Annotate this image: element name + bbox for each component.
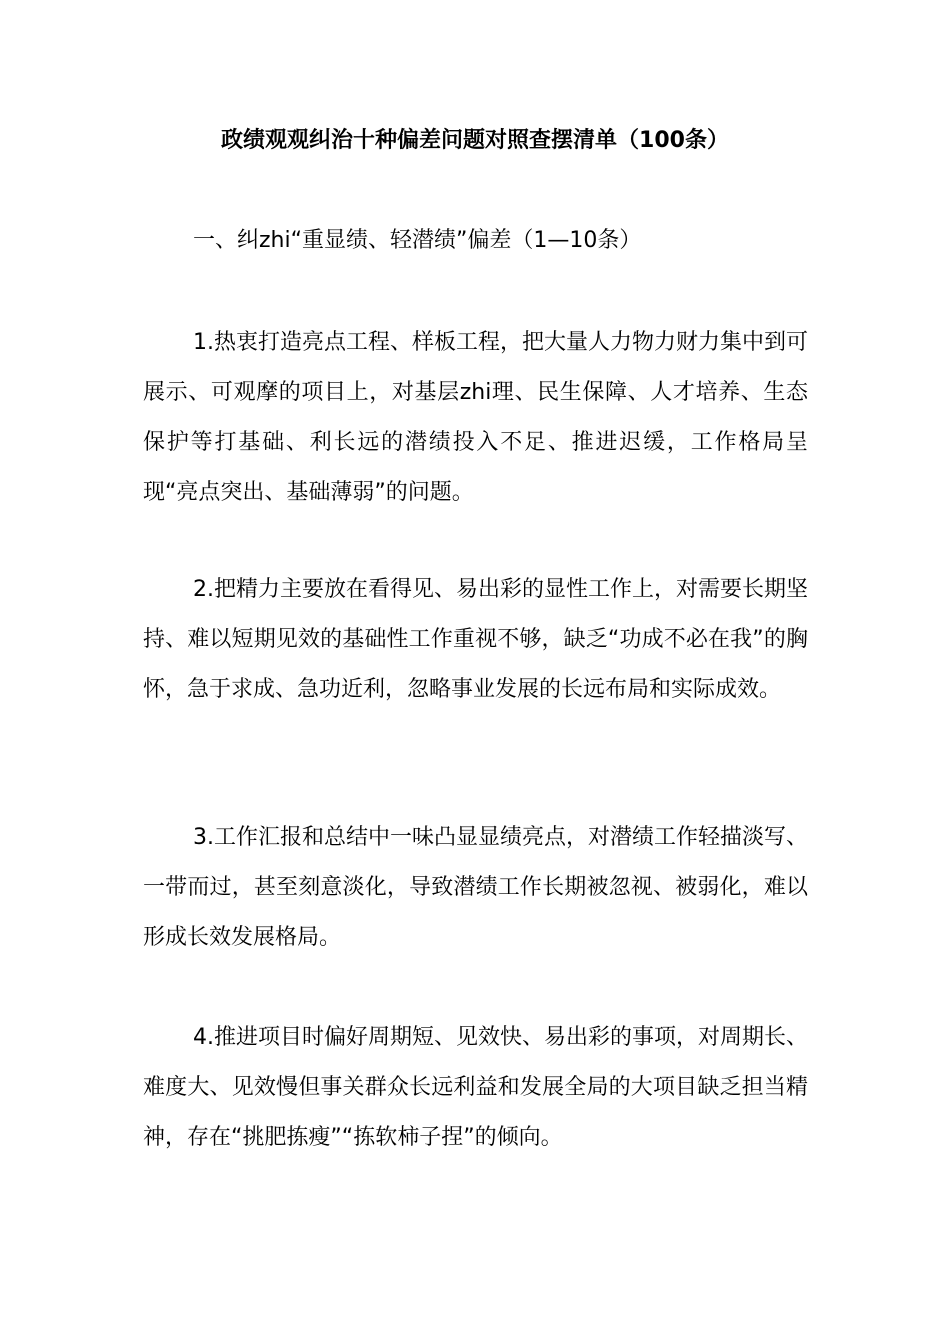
list-item: 3.工作汇报和总结中一味凸显显绩亮点，对潜绩工作轻描淡写、一带而过，甚至刻意淡化，导致潜绩工作长期被忽视、被弱化，难以形成长效发展格局。 <box>143 825 808 950</box>
document-title: 政绩观观纠治十种偏差问题对照查摆清单（100条） <box>221 128 729 153</box>
list-item: 4.推进项目时偏好周期短、见效快、易出彩的事项，对周期长、难度大、见效慢但事关群众长远利益和发展全局的大项目缺乏担当精神，存在“挑肥拣瘦”“拣软柿子捏”的倾向。 <box>143 1025 808 1150</box>
list-item: 1.热衷打造亮点工程、样板工程，把大量人力物力财力集中到可展示、可观摩的项目上，对基层zhi理、民生保障、人才培养、生态保护等打基础、利长远的潜绩投入不足、推进迟缓，工作格局呈现“亮点突出、基础薄弱”的问题。 <box>143 330 808 505</box>
section-heading: 一、纠zhi“重显绩、轻潜绩”偏差（1—10条） <box>193 228 642 253</box>
list-item: 2.把精力主要放在看得见、易出彩的显性工作上，对需要长期坚持、难以短期见效的基础性工作重视不够，缺乏“功成不必在我”的胸怀，急于求成、急功近利，忽略事业发展的长远布局和实际成效。 <box>143 577 808 702</box>
